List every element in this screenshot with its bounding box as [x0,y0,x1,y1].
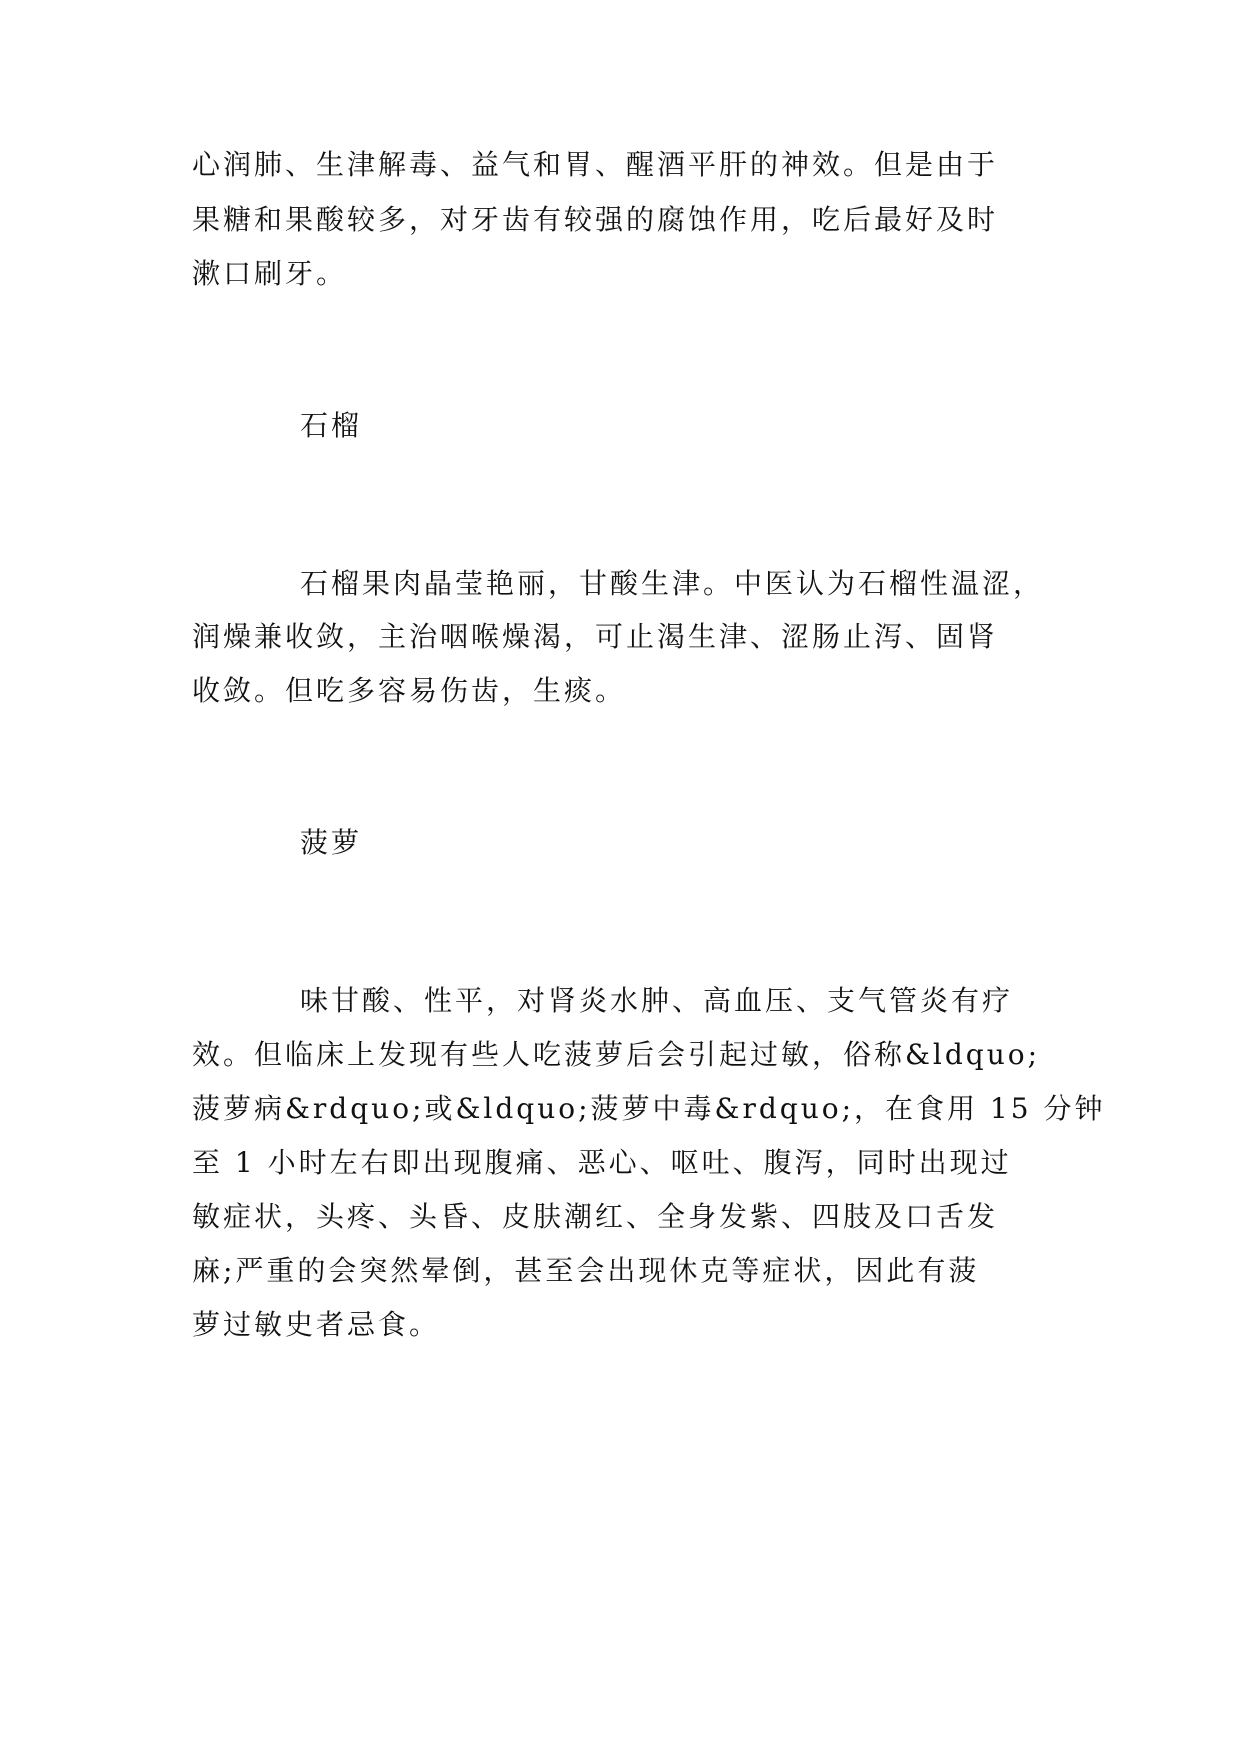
paragraph-line: 味甘酸、性平，对肾炎水肿、高血压、支气管炎有疗 [300,984,1014,1017]
paragraph-line: 至 1 小时左右即出现腹痛、恶心、呕吐、腹泻，同时出现过 [192,1146,1012,1179]
paragraph-line: 麻;严重的会突然晕倒，甚至会出现休克等症状，因此有菠 [192,1254,980,1287]
paragraph-line: 石榴果肉晶莹艳丽，甘酸生津。中医认为石榴性温涩， [300,567,1045,600]
paragraph-line: 萝过敏史者忌食。 [192,1308,441,1341]
paragraph-line: 敏症状，头疼、头昏、皮肤潮红、全身发紫、四肢及口舌发 [192,1200,999,1233]
paragraph-line: 菠萝病&rdquo;或&ldquo;菠萝中毒&rdquo;，在食用 15 分钟 [192,1092,1106,1125]
paragraph-line: 果糖和果酸较多，对牙齿有较强的腐蚀作用，吃后最好及时 [192,203,999,236]
paragraph-line: 效。但临床上发现有些人吃菠萝后会引起过敏，俗称&ldquo; [192,1038,1041,1071]
section-heading-pineapple: 菠萝 [300,826,363,859]
paragraph-line: 润燥兼收敛，主治咽喉燥渴，可止渴生津、涩肠止泻、固肾 [192,620,999,653]
paragraph-line: 漱口刷牙。 [192,257,348,290]
section-heading-pomegranate: 石榴 [300,409,363,442]
paragraph-line: 收敛。但吃多容易伤齿，生痰。 [192,674,627,707]
paragraph-line: 心润肺、生津解毒、益气和胃、醒酒平肝的神效。但是由于 [192,148,999,181]
